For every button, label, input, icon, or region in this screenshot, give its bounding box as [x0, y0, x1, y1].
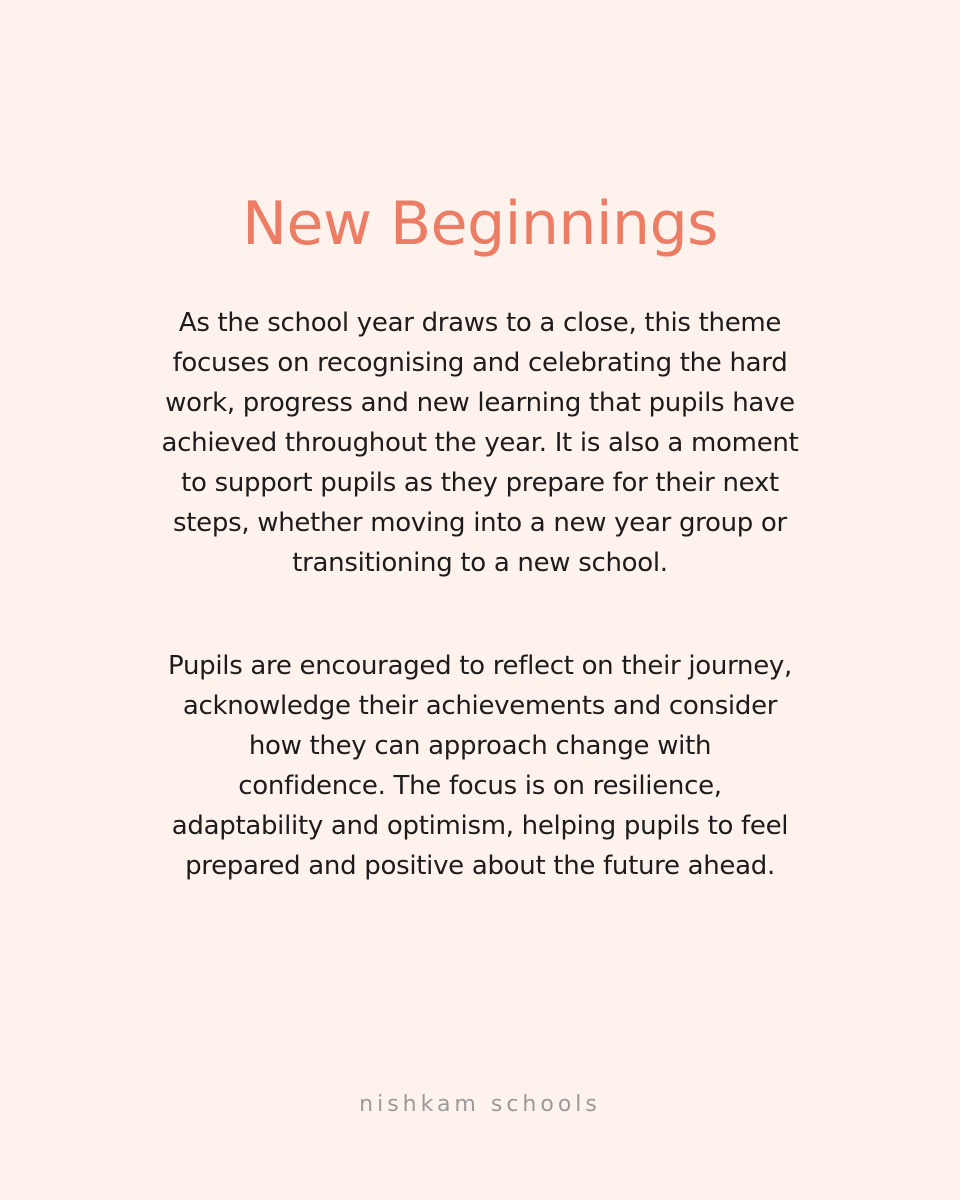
page-title: New Beginnings — [242, 189, 718, 259]
intro-paragraph — [100, 303, 860, 583]
paragraph-line: acknowledge their achievements and consider — [182, 691, 778, 721]
paragraph-line: to support pupils as they prepare for their next — [181, 468, 779, 498]
paragraph-line: how they can approach change with — [248, 731, 712, 761]
paragraph-line: transitioning to a new school. — [292, 548, 668, 578]
paragraph-line: confidence. The focus is on resilience, — [238, 771, 722, 801]
paragraph-line: prepared and positive about the future ahead. — [185, 851, 775, 881]
brand-footer: nishkam schools — [359, 1092, 601, 1117]
paragraph-line: adaptability and optimism, helping pupils to feel — [171, 811, 789, 841]
paragraph-line: work, progress and new learning that pupils have — [165, 388, 795, 418]
paragraph-line: steps, whether moving into a new year group or — [173, 508, 787, 538]
paragraph-line: As the school year draws to a close, this theme — [178, 308, 782, 338]
reflection-paragraph — [100, 646, 860, 886]
paragraph-line: focuses on recognising and celebrating the hard — [172, 348, 788, 378]
paragraph-line: achieved throughout the year. It is also a moment — [161, 428, 799, 458]
paragraph-line: Pupils are encouraged to reflect on their journey, — [168, 651, 792, 681]
